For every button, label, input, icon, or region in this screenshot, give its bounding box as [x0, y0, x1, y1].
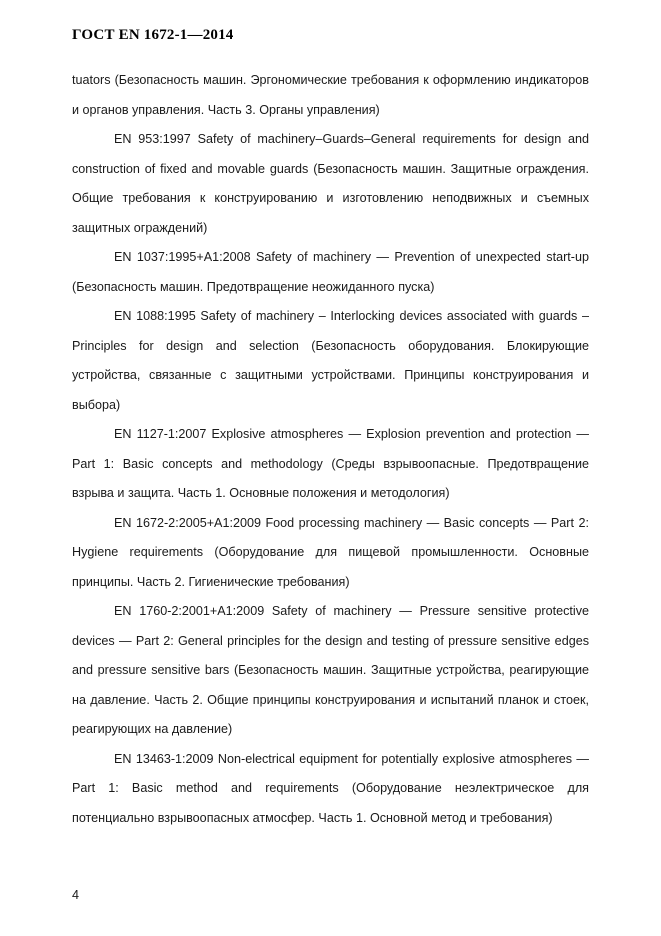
document-standard-header: ГОСТ EN 1672-1—2014	[72, 27, 234, 43]
paragraph: EN 1672-2:2005+A1:2009 Food processing machinery — Basic concepts — Part 2: Hygiene requirements (Оборудование для пищевой промышленности. Основные принципы. Часть 2. Гигиенические требования)	[72, 515, 589, 589]
paragraph: EN 953:1997 Safety of machinery–Guards–General requirements for design and construction of fixed and movable guards (Безопасность машин. Защитные ограждения. Общие требования к конструированию и изготовлению неподвижных и съемных защитных ограждений)	[72, 132, 589, 235]
paragraph: EN 13463-1:2009 Non-electrical equipment for potentially explosive atmospheres — Part 1: Basic method and requirements (Оборудование неэлектрическое для потенциально взрывоопасных атмосфер. Часть 1. Основной метод и требования)	[72, 751, 589, 825]
paragraph: EN 1127-1:2007 Explosive atmospheres — Explosion prevention and protection — Part 1: Basic concepts and methodology (Среды взрывоопасные. Предотвращение взрыва и защита. Часть 1. Основные положения и методология)	[72, 427, 589, 500]
page-number: 4	[72, 888, 80, 902]
paragraph: tuators (Безопасность машин. Эргономические требования к оформлению индикаторов и органов управления. Часть 3. Органы управления)	[72, 73, 589, 117]
paragraph: EN 1037:1995+A1:2008 Safety of machinery — Prevention of unexpected start-up (Безопасность машин. Предотвращение неожиданного пуска)	[72, 250, 589, 294]
paragraph: EN 1088:1995 Safety of machinery – Interlocking devices associated with guards – Principles for design and selection (Безопасность оборудования. Блокирующие устройства, связанные с защитными устройствами. Принципы конструирования и выбора)	[72, 309, 589, 412]
paragraph: EN 1760-2:2001+A1:2009 Safety of machinery — Pressure sensitive protective devices — Part 2: General principles for the design and testing of pressure sensitive edges and pressure sensitive bars (Безопасность машин. Защитные устройства, реагирующие на давление. Часть 2. Общие принципы конструирования и испытаний планок и стоек, реагирующих на давление)	[72, 604, 589, 736]
document-body	[72, 66, 589, 833]
